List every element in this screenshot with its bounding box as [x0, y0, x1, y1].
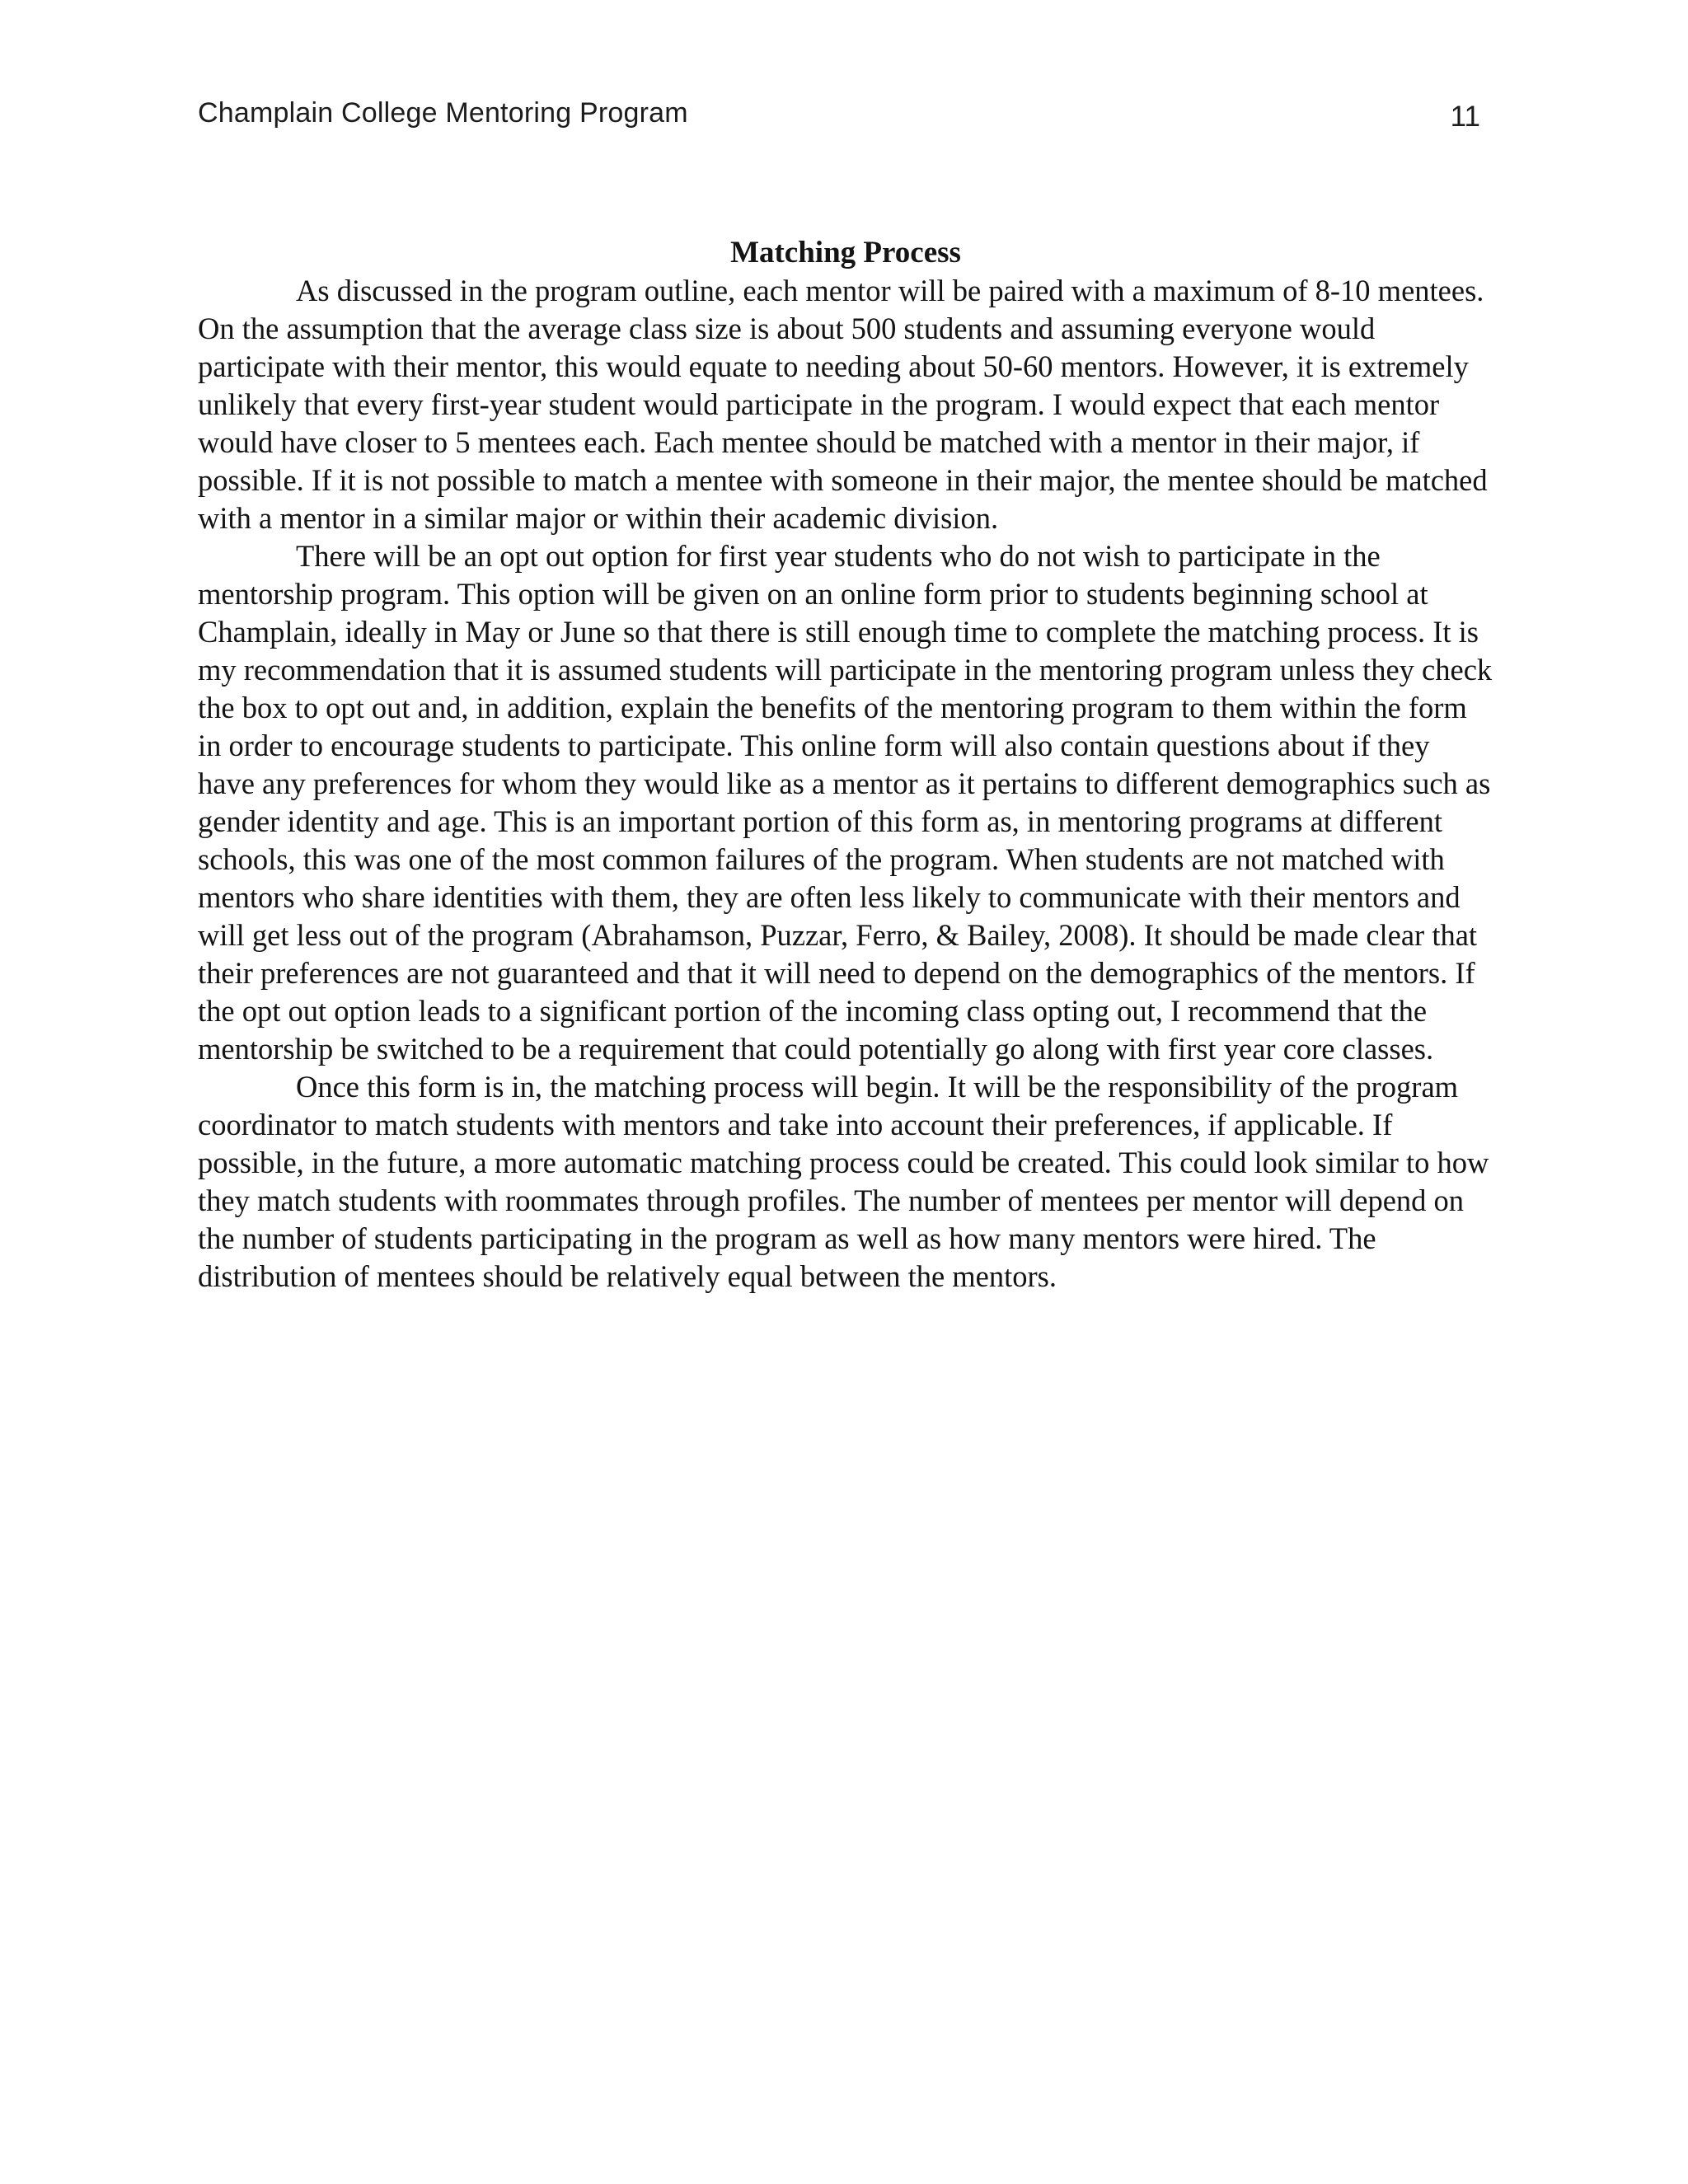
running-head: Champlain College Mentoring Program	[198, 97, 688, 129]
page-number: 11	[1450, 101, 1480, 133]
paragraph: As discussed in the program outline, each mentor will be paired with a maximum of 8-10 mentees. On the assumption that the average class size is about 500 students and assuming everyone would participate with their mentor, this would equate to needing about 50-60 mentors. However, it is extremely unlikely that every first-year student would participate in the program. I would expect that each mentor would have closer to 5 mentees each. Each mentee should be matched with a mentor in their major, if possible. If it is not possible to match a mentee with someone in their major, the mentee should be matched with a mentor in a similar major or within their academic division.	[198, 274, 1488, 535]
paragraph: Once this form is in, the matching process will begin. It will be the responsibility of the program coordinator to match students with mentors and take into account their preferences, if applicable. If possible, in the future, a more automatic matching process could be created. This could look similar to how they match students with roommates through profiles. The number of mentees per mentor will depend on the number of students participating in the program as well as how many mentors were hired. The distribution of mentees should be relatively equal between the mentors.	[198, 1070, 1489, 1293]
section-matching-process	[198, 234, 1493, 1296]
section-title: Matching Process	[730, 236, 961, 269]
paragraph: There will be an opt out option for first year students who do not wish to participate in the mentorship program. This option will be given on an online form prior to students beginning school at Champlain, ideally in May or June so that there is still enough time to complete the matching process. It is my recommendation that it is assumed students will participate in the mentoring program unless they check the box to opt out and, in addition, explain the benefits of the mentoring program to them within the form in order to encourage students to participate. This online form will also contain questions about if they have any preferences for whom they would like as a mentor as it pertains to different demographics such as gender identity and age. This is an important portion of this form as, in mentoring programs at different schools, this was one of the most common failures of the program. When students are not matched with mentors who share identities with them, they are often less likely to communicate with their mentors and will get less out of the program (Abrahamson, Puzzar, Ferro, & Bailey, 2008). It should be made clear that their preferences are not guaranteed and that it will need to depend on the demographics of the mentors. If the opt out option leads to a significant portion of the incoming class opting out, I recommend that the mentorship be switched to be a requirement that could potentially go along with first year core classes.	[198, 539, 1493, 1066]
